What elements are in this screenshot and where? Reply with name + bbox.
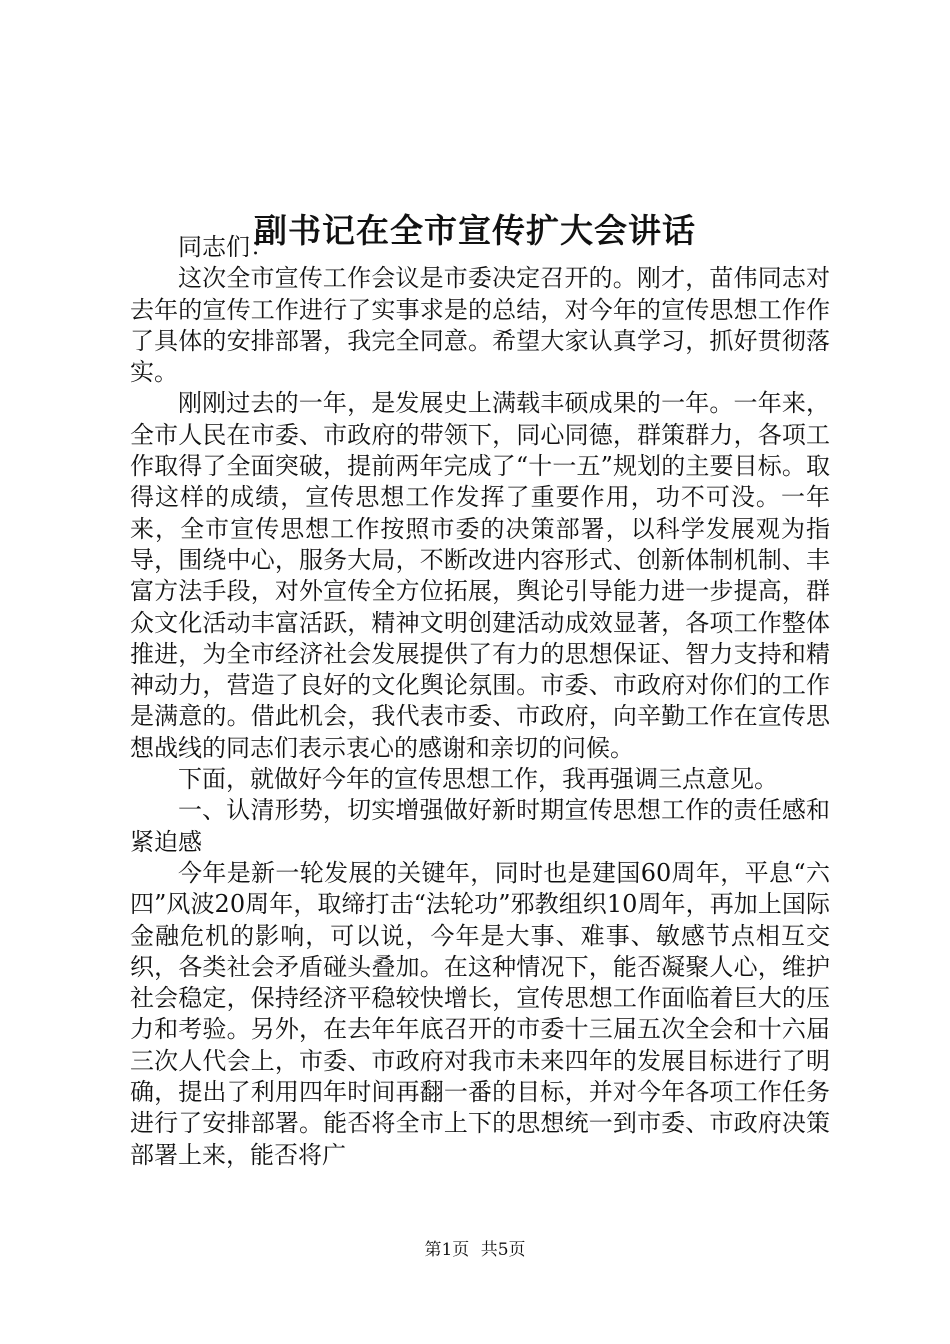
section-heading: 一、认清形势，切实增强做好新时期宣传思想工作的责任感和紧迫感 xyxy=(130,796,830,856)
document-title: 副书记在全市宣传扩大会讲话 xyxy=(254,211,696,251)
body-paragraph: 今年是新一轮发展的关键年，同时也是建国60周年，平息“六四”风波20周年，取缔打击“法轮功”邪教组织10周年，再加上国际金融危机的影响，可以说，今年是大事、难事、敏感节点相互交织，各类社会矛盾碰头叠加。在这种情况下，能否凝聚人心，维护社会稳定，保持经济平稳较快增长，宣传思想工作面临着巨大的压力和考验。另外，在去年年底召开的市委十三届五次全会和十六届三次人代会上，市委、市政府对我市未来四年的发展目标进行了明确，提出了利用四年时间再翻一番的目标，并对今年各项工作任务进行了安排部署。能否将全市上下的思想统一到市委、市政府决策部署上来，能否将广 xyxy=(130,858,830,1169)
body-paragraph: 这次全市宣传工作会议是市委决定召开的。刚才，苗伟同志对去年的宣传工作进行了实事求是的总结，对今年的宣传思想工作作了具体的安排部署，我完全同意。希望大家认真学习，抓好贯彻落实。 xyxy=(130,264,830,387)
document-body xyxy=(130,232,830,1171)
body-paragraph: 刚刚过去的一年，是发展史上满载丰硕成果的一年。一年来，全市人民在市委、市政府的带领下，同心同德，群策群力，各项工作取得了全面突破，提前两年完成了“十一五”规划的主要目标。取得这样的成绩，宣传思想工作发挥了重要作用，功不可没。一年来，全市宣传思想工作按照市委的决策部署，以科学发展观为指导，围绕中心，服务大局，不断改进内容形式、创新体制机制、丰富方法手段，对外宣传全方位拓展，舆论引导能力进一步提高，群众文化活动丰富活跃，精神文明创建活动成效显著，各项工作整体推进，为全市经济社会发展提供了有力的思想保证、智力支持和精神动力，营造了良好的文化舆论氛围。市委、市政府对你们的工作是满意的。借此机会，我代表市委、市政府，向辛勤工作在宣传思想战线的同志们表示衷心的感谢和亲切的问候。 xyxy=(130,389,830,762)
body-paragraph: 下面，就做好今年的宣传思想工作，我再强调三点意见。 xyxy=(178,765,778,794)
page-total: 共5页 xyxy=(480,1240,526,1260)
page-footer xyxy=(0,1238,950,1262)
salutation-paragraph: 同志们： xyxy=(178,233,274,261)
page-number: 第1页 xyxy=(424,1240,470,1260)
